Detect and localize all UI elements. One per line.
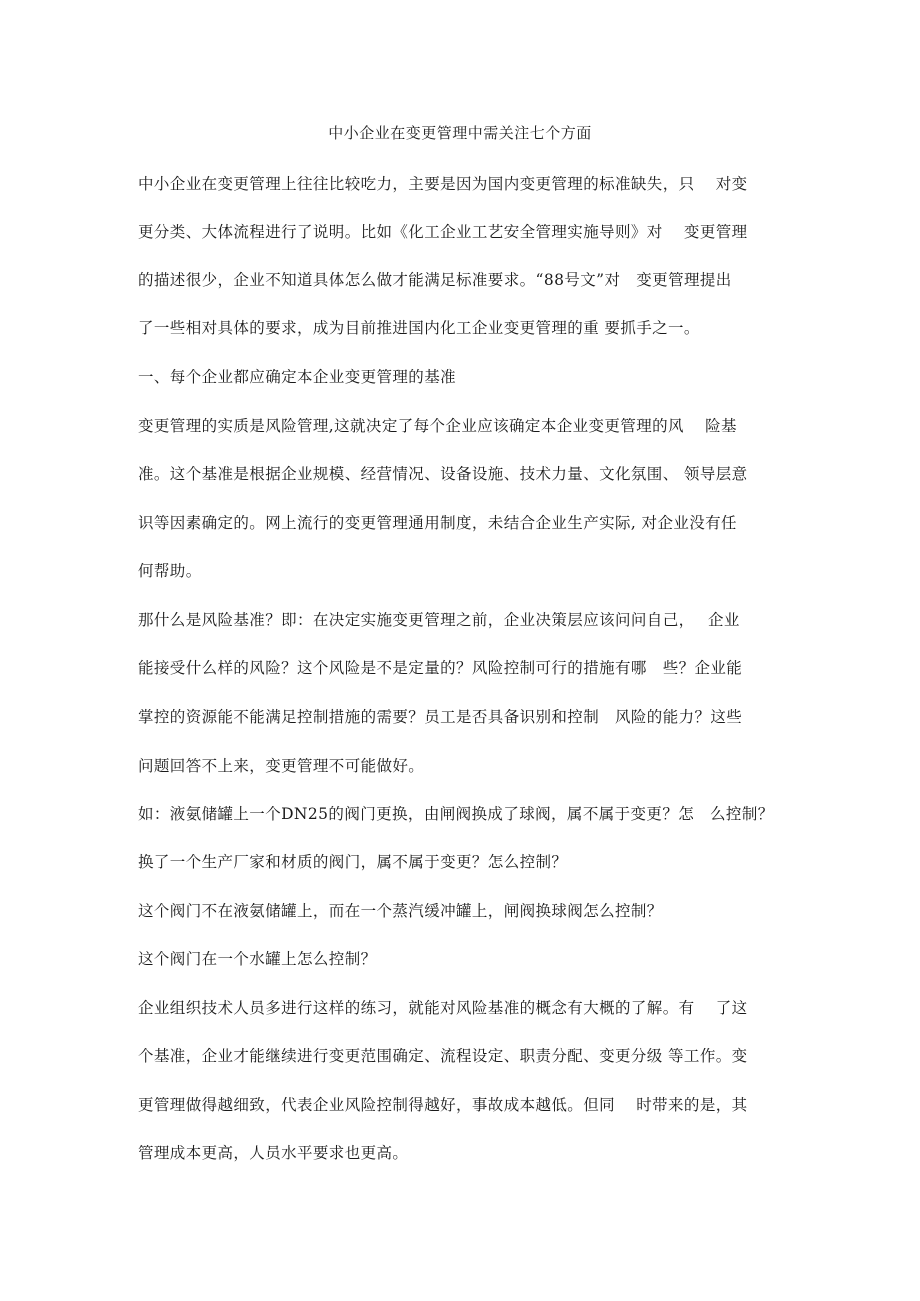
text-line: 掌控的资源能不能满足控制措施的需要？员工是否具备识别和控制 风险的能力？这些 xyxy=(138,708,743,726)
document-title: 中小企业在变更管理中需关注七个方面 xyxy=(328,124,592,142)
text-line: 那什么是风险基准？即：在决定实施变更管理之前，企业决策层应该问问自己， 企业 xyxy=(138,611,740,629)
text-line: 能接受什么样的风险？这个风险是不是定量的？风险控制可行的措施有哪 些？企业能 xyxy=(138,659,743,677)
text-line: 管理成本更高，人员水平要求也更高。 xyxy=(138,1144,409,1162)
text-line: 变更管理的实质是风险管理,这就决定了每个企业应该确定本企业变更管理的风 险基 xyxy=(138,417,737,435)
text-line: 何帮助。 xyxy=(138,562,202,580)
text-line: 问题回答不上来，变更管理不可能做好。 xyxy=(138,757,425,775)
section-heading: 一、每个企业都应确定本企业变更管理的基准 xyxy=(138,368,457,386)
text-line: 这个阀门在一个水罐上怎么控制？ xyxy=(138,950,377,968)
text-line: 企业组织技术人员多进行这样的练习，就能对风险基准的概念有大概的了解。有 了这 xyxy=(138,999,748,1017)
text-line: 了一些相对具体的要求，成为目前推进国内化工企业变更管理的重 要抓手之一。 xyxy=(138,319,700,337)
text-line: 准。这个基准是根据企业规模、经营情况、设备设施、技术力量、文化氛围、 领导层意 xyxy=(138,465,748,483)
text-line: 更分类、大体流程进行了说明。比如《化工企业工艺安全管理实施导则》对 变更管理 xyxy=(138,223,748,241)
text-line: 个基准，企业才能继续进行变更范围确定、流程设定、职责分配、变更分级 等工作。变 xyxy=(138,1047,748,1065)
text-line: 的描述很少，企业不知道具体怎么做才能满足标准要求。“88号文”对 变更管理提出 xyxy=(138,271,732,289)
text-line: 更管理做得越细致，代表企业风险控制得越好，事故成本越低。但同 时带来的是，其 xyxy=(138,1096,748,1114)
text-line: 换了一个生产厂家和材质的阀门，属不属于变更？怎么控制？ xyxy=(138,853,568,871)
text-line: 识等因素确定的。网上流行的变更管理通用制度，未结合企业生产实际, 对企业没有任 xyxy=(138,514,737,532)
text-line: 中小企业在变更管理上往往比较吃力，主要是因为国内变更管理的标准缺失，只 对变 xyxy=(138,175,748,193)
text-line: 这个阀门不在液氨储罐上，而在一个蒸汽缓冲罐上，闸阀换球阀怎么控制？ xyxy=(138,902,663,920)
text-line: 如：液氨储罐上一个DN25的阀门更换，由闸阀换成了球阀，属不属于变更？怎 么控制？ xyxy=(138,805,774,823)
